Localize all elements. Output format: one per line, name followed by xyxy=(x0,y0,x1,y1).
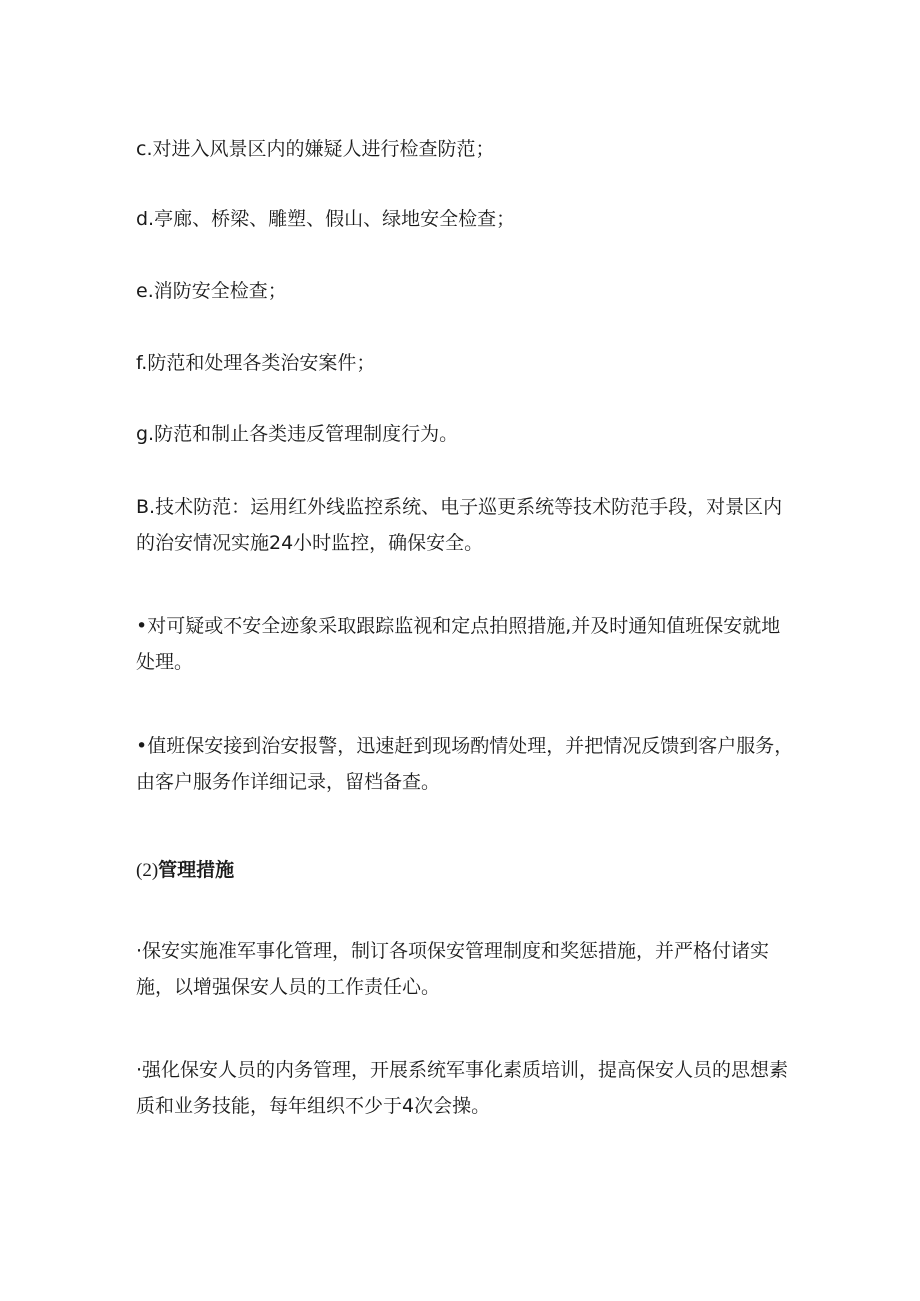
section-heading xyxy=(136,852,796,889)
bullet-paragraph-alarm: •值班保安接到治安报警，迅速赶到现场酌情处理，并把情况反馈到客户服务，由客户服务作详细记录，留档备查。 xyxy=(136,735,794,793)
technical-prevention-paragraph: B.技术防范：运用红外线监控系统、电子巡更系统等技术防范手段，对景区内的治安情况实施24小时监控，确保安全。 xyxy=(136,496,783,554)
list-item-d: d.亭廊、桥梁、雕塑、假山、绿地安全检查； xyxy=(136,208,516,230)
measure-paragraph-military-management: ·保安实施准军事化管理，制订各项保安管理制度和奖惩措施，并严格付诸实施，以增强保安人员的工作责任心。 xyxy=(136,940,770,998)
measure-paragraph-training: ·强化保安人员的内务管理，开展系统军事化素质培训，提高保安人员的思想素质和业务技能，每年组织不少于4次会操。 xyxy=(136,1059,789,1117)
section-heading-number: (2) xyxy=(136,860,159,881)
list-item-g: g.防范和制止各类违反管理制度行为。 xyxy=(136,423,459,445)
list-item-f: f.防范和处理各类治安案件； xyxy=(136,352,376,374)
section-heading-text: 管理措施 xyxy=(158,859,235,881)
list-item-e: e.消防安全检查； xyxy=(136,280,287,302)
bullet-paragraph-tracking: •对可疑或不安全迹象采取跟踪监视和定点拍照措施,并及时通知值班保安就地处理。 xyxy=(136,615,781,673)
list-item-c: c.对进入风景区内的嫌疑人进行检查防范； xyxy=(136,138,495,160)
